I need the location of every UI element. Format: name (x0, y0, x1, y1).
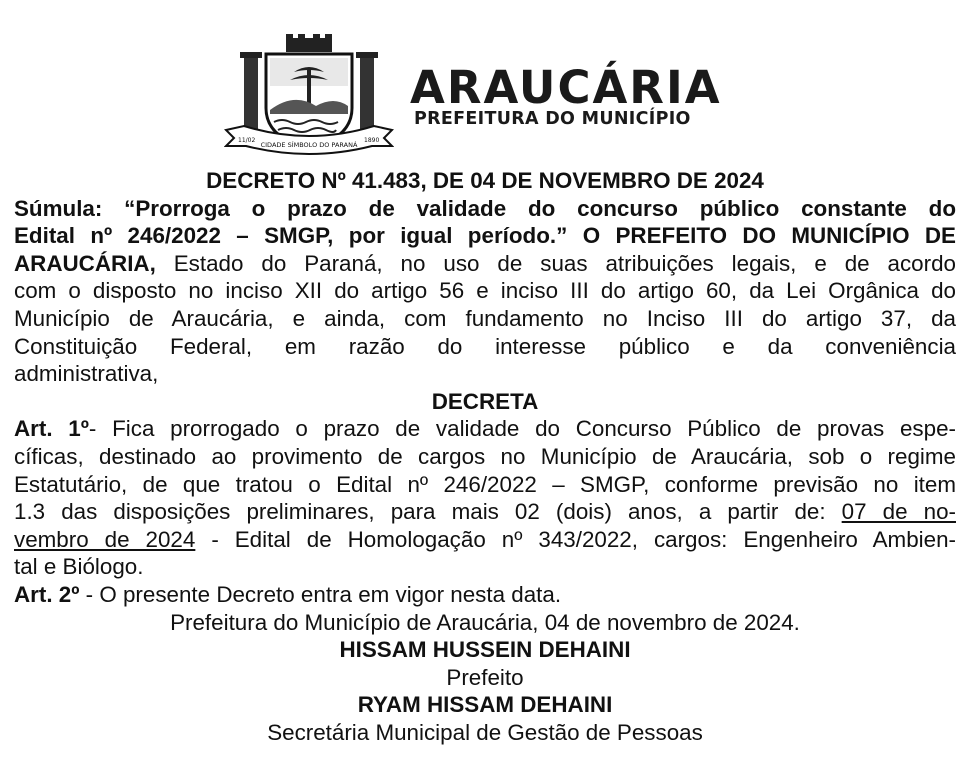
brand-subtitle: PREFEITURA DO MUNICÍPIO (414, 109, 691, 129)
signer-role: Secretária Municipal de Gestão de Pessoas (267, 719, 703, 745)
decreta-heading: DECRETA (431, 388, 539, 414)
place-date: Prefeitura do Município de Araucária, 04 de novembro de 2024. (170, 609, 800, 635)
decree-title: DECRETO Nº 41.483, DE 04 DE NOVEMBRO DE 2024 (206, 168, 764, 193)
article-2 (14, 581, 956, 609)
art1-last-line: tal e Biólogo. (14, 554, 144, 580)
intro-last-line: administrativa, (14, 361, 159, 387)
signer-name: RYAM HISSAM DEHAINI (357, 692, 613, 718)
sumula-paragraph (14, 195, 956, 388)
art1-line: Estatutário, de que tratou o Edital nº 246/2022 – SMGP, conforme previsão no item (14, 471, 956, 497)
intro-line: Constituição Federal, em razão do interesse público e da conveniência (14, 333, 956, 359)
crest-date-left: 11/02 (238, 137, 256, 144)
art1-label: Art. 1º (14, 416, 89, 442)
municipality-brand (410, 61, 722, 129)
article-1 (14, 415, 956, 581)
intro-rest: Estado do Paraná, no uso de suas atribuições legais, e de acordo (155, 250, 956, 276)
decree-body (14, 167, 956, 746)
art2-text: - O presente Decreto entra em vigor nesta data. (79, 581, 562, 607)
art1-date-underlined: 07 de no- (841, 499, 956, 525)
signer-name: HISSAM HUSSEIN DEHAINI (339, 637, 631, 663)
art1-text: - Edital de Homologação nº 343/2022, cargos: Engenheiro Ambien- (195, 526, 957, 552)
art1-text: 1.3 das disposições preliminares, para mais 02 (dois) anos, a partir de: (14, 499, 842, 525)
sumula-line: Súmula: “Prorroga o prazo de validade do concurso público constante do (14, 195, 956, 221)
intro-line: Município de Araucária, e ainda, com fundamento no Inciso III do artigo 37, da (14, 305, 956, 331)
art1-line (14, 415, 956, 443)
art1-text: - Fica prorrogado o prazo de validade do Concurso Público de provas espe- (88, 416, 956, 442)
crest-motto: CIDADE SÍMBOLO DO PARANÁ (260, 141, 358, 149)
document-header (0, 0, 970, 160)
art1-line (14, 526, 956, 554)
intro-bold: ARAUCÁRIA, (14, 250, 156, 276)
brand-name: ARAUCÁRIA (410, 61, 722, 114)
signer-role: Prefeito (446, 664, 524, 690)
intro-line: com o disposto no inciso XII do artigo 56 e inciso III do artigo 60, da Lei Orgânica do (14, 278, 956, 304)
art1-line (14, 498, 956, 526)
crest-date-right: 1890 (364, 137, 380, 144)
art2-label: Art. 2º (14, 581, 80, 607)
municipal-coat-of-arms-icon (224, 34, 394, 158)
intro-line (14, 250, 956, 278)
sumula-line: Edital nº 246/2022 – SMGP, por igual período.” O PREFEITO DO MUNICÍPIO DE (14, 223, 956, 249)
art1-date-underlined: vembro de 2024 (14, 526, 196, 552)
art1-line: cíficas, destinado ao provimento de cargos no Município de Araucária, sob o regime (14, 443, 956, 469)
